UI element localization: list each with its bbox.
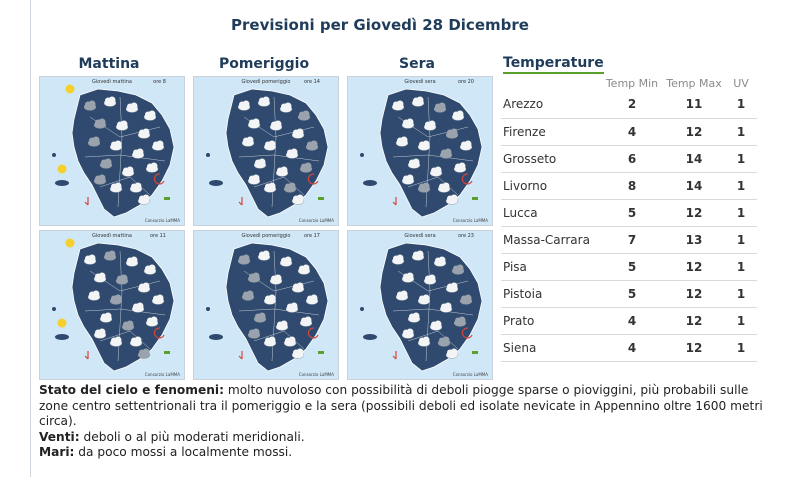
map-hour: ore 20 [457,79,474,85]
sun-icon [66,85,75,94]
uv-value: 1 [725,118,757,145]
uv-value: 1 [725,91,757,118]
temp-min-value: 5 [601,280,663,307]
temperature-marker-icon [472,351,478,354]
map-credit: Consorzio LaMMA [298,372,334,377]
temp-max-value: 11 [663,91,725,118]
city-name: Prato [501,307,601,334]
weather-map-morning-2[interactable] [39,230,185,380]
temp-max-value: 12 [663,280,725,307]
map-caption: Giovedì mattina [92,233,132,239]
city-name: Siena [501,334,601,361]
temp-min-value: 4 [601,307,663,334]
wind-text: deboli o al più moderati meridionali. [79,429,305,444]
weather-map-afternoon-1[interactable] [193,76,339,226]
temperature-row [501,172,757,199]
city-name: Grosseto [501,145,601,172]
city-column-header [501,75,601,91]
uv-value: 1 [725,199,757,226]
temperature-row [501,226,757,253]
city-name: Firenze [501,118,601,145]
map-credit: Consorzio LaMMA [452,218,488,223]
wind-label: Venti: [39,429,80,444]
temp-max-value: 12 [663,118,725,145]
city-name: Pistoia [501,280,601,307]
temperature-marker-icon [472,197,478,200]
temp-min-value: 4 [601,334,663,361]
temp-min-value: 4 [601,118,663,145]
temperature-row [501,118,757,145]
temp-max-value: 12 [663,307,725,334]
temp-min-value: 2 [601,91,663,118]
temp-max-value: 14 [663,145,725,172]
temp-min-value: 7 [601,226,663,253]
temperature-marker-icon [164,197,170,200]
map-hour: ore 8 [153,79,166,85]
temperature-row [501,91,757,118]
city-name: Pisa [501,253,601,280]
uv-value: 1 [725,253,757,280]
temp-max-value: 12 [663,199,725,226]
sky-text: molto nuvoloso con possibilità di deboli piogge sparse o pioviggini, più probabili sulle zone centro settentrionali tra il pomeriggio e la sera (possibili deboli ed isolate nevicate in Appennino oltre 1600 metri circa). [39,383,763,429]
map-credit: Consorzio LaMMA [298,218,334,223]
city-name: Lucca [501,199,601,226]
map-caption: Giovedì pomeriggio [241,79,291,85]
temp-max-header: Temp Max [666,76,722,90]
temperature-row [501,334,757,361]
map-hour: ore 14 [303,79,320,85]
temp-min-value: 5 [601,199,663,226]
city-name: Arezzo [501,91,601,118]
sky-label: Stato del cielo e fenomeni: [39,383,224,397]
column-header-evening: Sera [399,56,435,72]
sea-label: Mari: [39,445,75,460]
temperature-row [501,145,757,172]
sun-icon [58,319,67,328]
temperature-table [501,75,757,362]
seas [39,445,779,461]
map-hour: ore 17 [303,233,320,239]
temperature-marker-icon [164,351,170,354]
sun-icon [58,165,67,174]
sky-conditions [39,383,779,430]
uv-value: 1 [725,334,757,361]
forecast-description [39,383,779,461]
temperature-marker-icon [318,351,324,354]
forecast-page [30,0,795,477]
temp-max-value: 12 [663,253,725,280]
weather-map-evening-2[interactable] [347,230,493,380]
temp-min-value: 5 [601,253,663,280]
temperature-row [501,199,757,226]
uv-value: 1 [725,172,757,199]
temp-min-header: Temp Min [605,76,659,90]
temperature-row [501,307,757,334]
map-hour: ore 11 [149,233,166,239]
map-credit: Consorzio LaMMA [144,218,180,223]
winds [39,430,779,446]
temp-min-value: 6 [601,145,663,172]
tuscany-map-graphic [194,77,339,226]
tuscany-map-graphic [40,231,185,380]
sea-text: da poco mossi a localmente mossi. [74,445,293,460]
map-hour: ore 23 [457,233,474,239]
uv-value: 1 [725,307,757,334]
weather-map-evening-1[interactable] [347,76,493,226]
map-caption: Giovedì sera [404,79,436,85]
city-name: Massa-Carrara [501,226,601,253]
temp-max-value: 13 [663,226,725,253]
map-credit: Consorzio LaMMA [452,372,488,377]
column-header-afternoon: Pomeriggio [218,56,310,72]
uv-value: 1 [725,145,757,172]
tuscany-map-graphic [40,77,185,226]
temperature-row [501,253,757,280]
temperature-title: Temperature [503,55,604,74]
tuscany-map-graphic [194,231,339,380]
map-caption: Giovedì sera [404,233,436,239]
temperature-marker-icon [318,197,324,200]
uv-header: UV [733,76,749,90]
column-header-morning: Mattina [78,56,140,72]
map-caption: Giovedì mattina [92,79,132,85]
temp-max-value: 12 [663,334,725,361]
page-title: Previsioni per Giovedì 28 Dicembre [231,16,529,34]
uv-value: 1 [725,280,757,307]
tuscany-map-graphic [348,231,493,380]
temp-max-value: 14 [663,172,725,199]
temperature-row [501,280,757,307]
city-name: Livorno [501,172,601,199]
temp-min-value: 8 [601,172,663,199]
uv-value: 1 [725,226,757,253]
sun-icon [66,239,75,248]
weather-map-morning-1[interactable] [39,76,185,226]
map-credit: Consorzio LaMMA [144,372,180,377]
weather-map-afternoon-2[interactable] [193,230,339,380]
tuscany-map-graphic [348,77,493,226]
map-caption: Giovedì pomeriggio [241,233,291,239]
